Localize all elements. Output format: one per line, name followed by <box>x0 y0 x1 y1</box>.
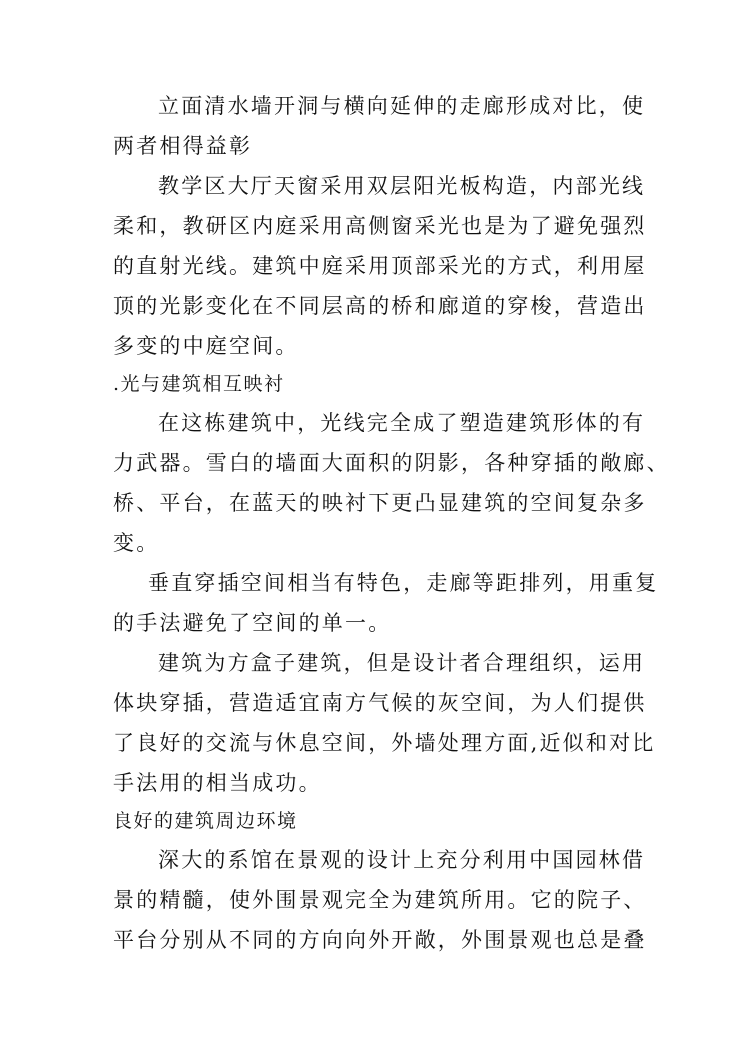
paragraph-line: 垂直穿插空间相当有特色，走廊等距排列，用重复 <box>148 571 659 595</box>
paragraph-line: 景的精髓，使外围景观完全为建筑所用。它的院子、 <box>113 888 647 912</box>
section-heading: .光与建筑相互映衬 <box>113 373 285 395</box>
paragraph-line: 手法用的相当成功。 <box>113 771 322 795</box>
paragraph-line: 柔和，教研区内庭采用高侧窗采光也是为了避免强烈 <box>113 214 647 238</box>
paragraph-line: 深大的系馆在景观的设计上充分利用中国园林借 <box>158 848 646 872</box>
paragraph-line: 体块穿插，营造适宜南方气候的灰空间，为人们提供 <box>113 691 647 715</box>
paragraph-line: 立面清水墙开洞与横向延伸的走廊形成对比，使 <box>158 94 646 118</box>
paragraph-line: 多变的中庭空间。 <box>113 334 299 358</box>
paragraph-line: 平台分别从不同的方向向外开敞，外围景观也总是叠 <box>113 928 647 952</box>
paragraph-line: 的手法避免了空间的单一。 <box>113 611 392 635</box>
paragraph-line: 在这栋建筑中，光线完全成了塑造建筑形体的有 <box>158 411 646 435</box>
paragraph-line: 顶的光影变化在不同层高的桥和廊道的穿梭，营造出 <box>113 294 647 318</box>
paragraph-line: 建筑为方盒子建筑，但是设计者合理组织，运用 <box>158 651 646 675</box>
paragraph-line: 了良好的交流与休息空间，外墙处理方面,近似和对比 <box>113 731 656 755</box>
paragraph-line: 桥、平台，在蓝天的映衬下更凸显建筑的空间复杂多 <box>113 491 647 515</box>
paragraph-line: 两者相得益彰 <box>113 134 253 158</box>
paragraph-line: 的直射光线。建筑中庭采用顶部采光的方式，利用屋 <box>113 254 647 278</box>
paragraph-line: 教学区大厅天窗采用双层阳光板构造，内部光线 <box>158 174 646 198</box>
section-heading: 良好的建筑周边环境 <box>113 810 298 832</box>
paragraph-line: 变。 <box>113 531 160 555</box>
paragraph-line: 力武器。雪白的墙面大面积的阴影，各种穿插的敞廊、 <box>113 451 670 475</box>
